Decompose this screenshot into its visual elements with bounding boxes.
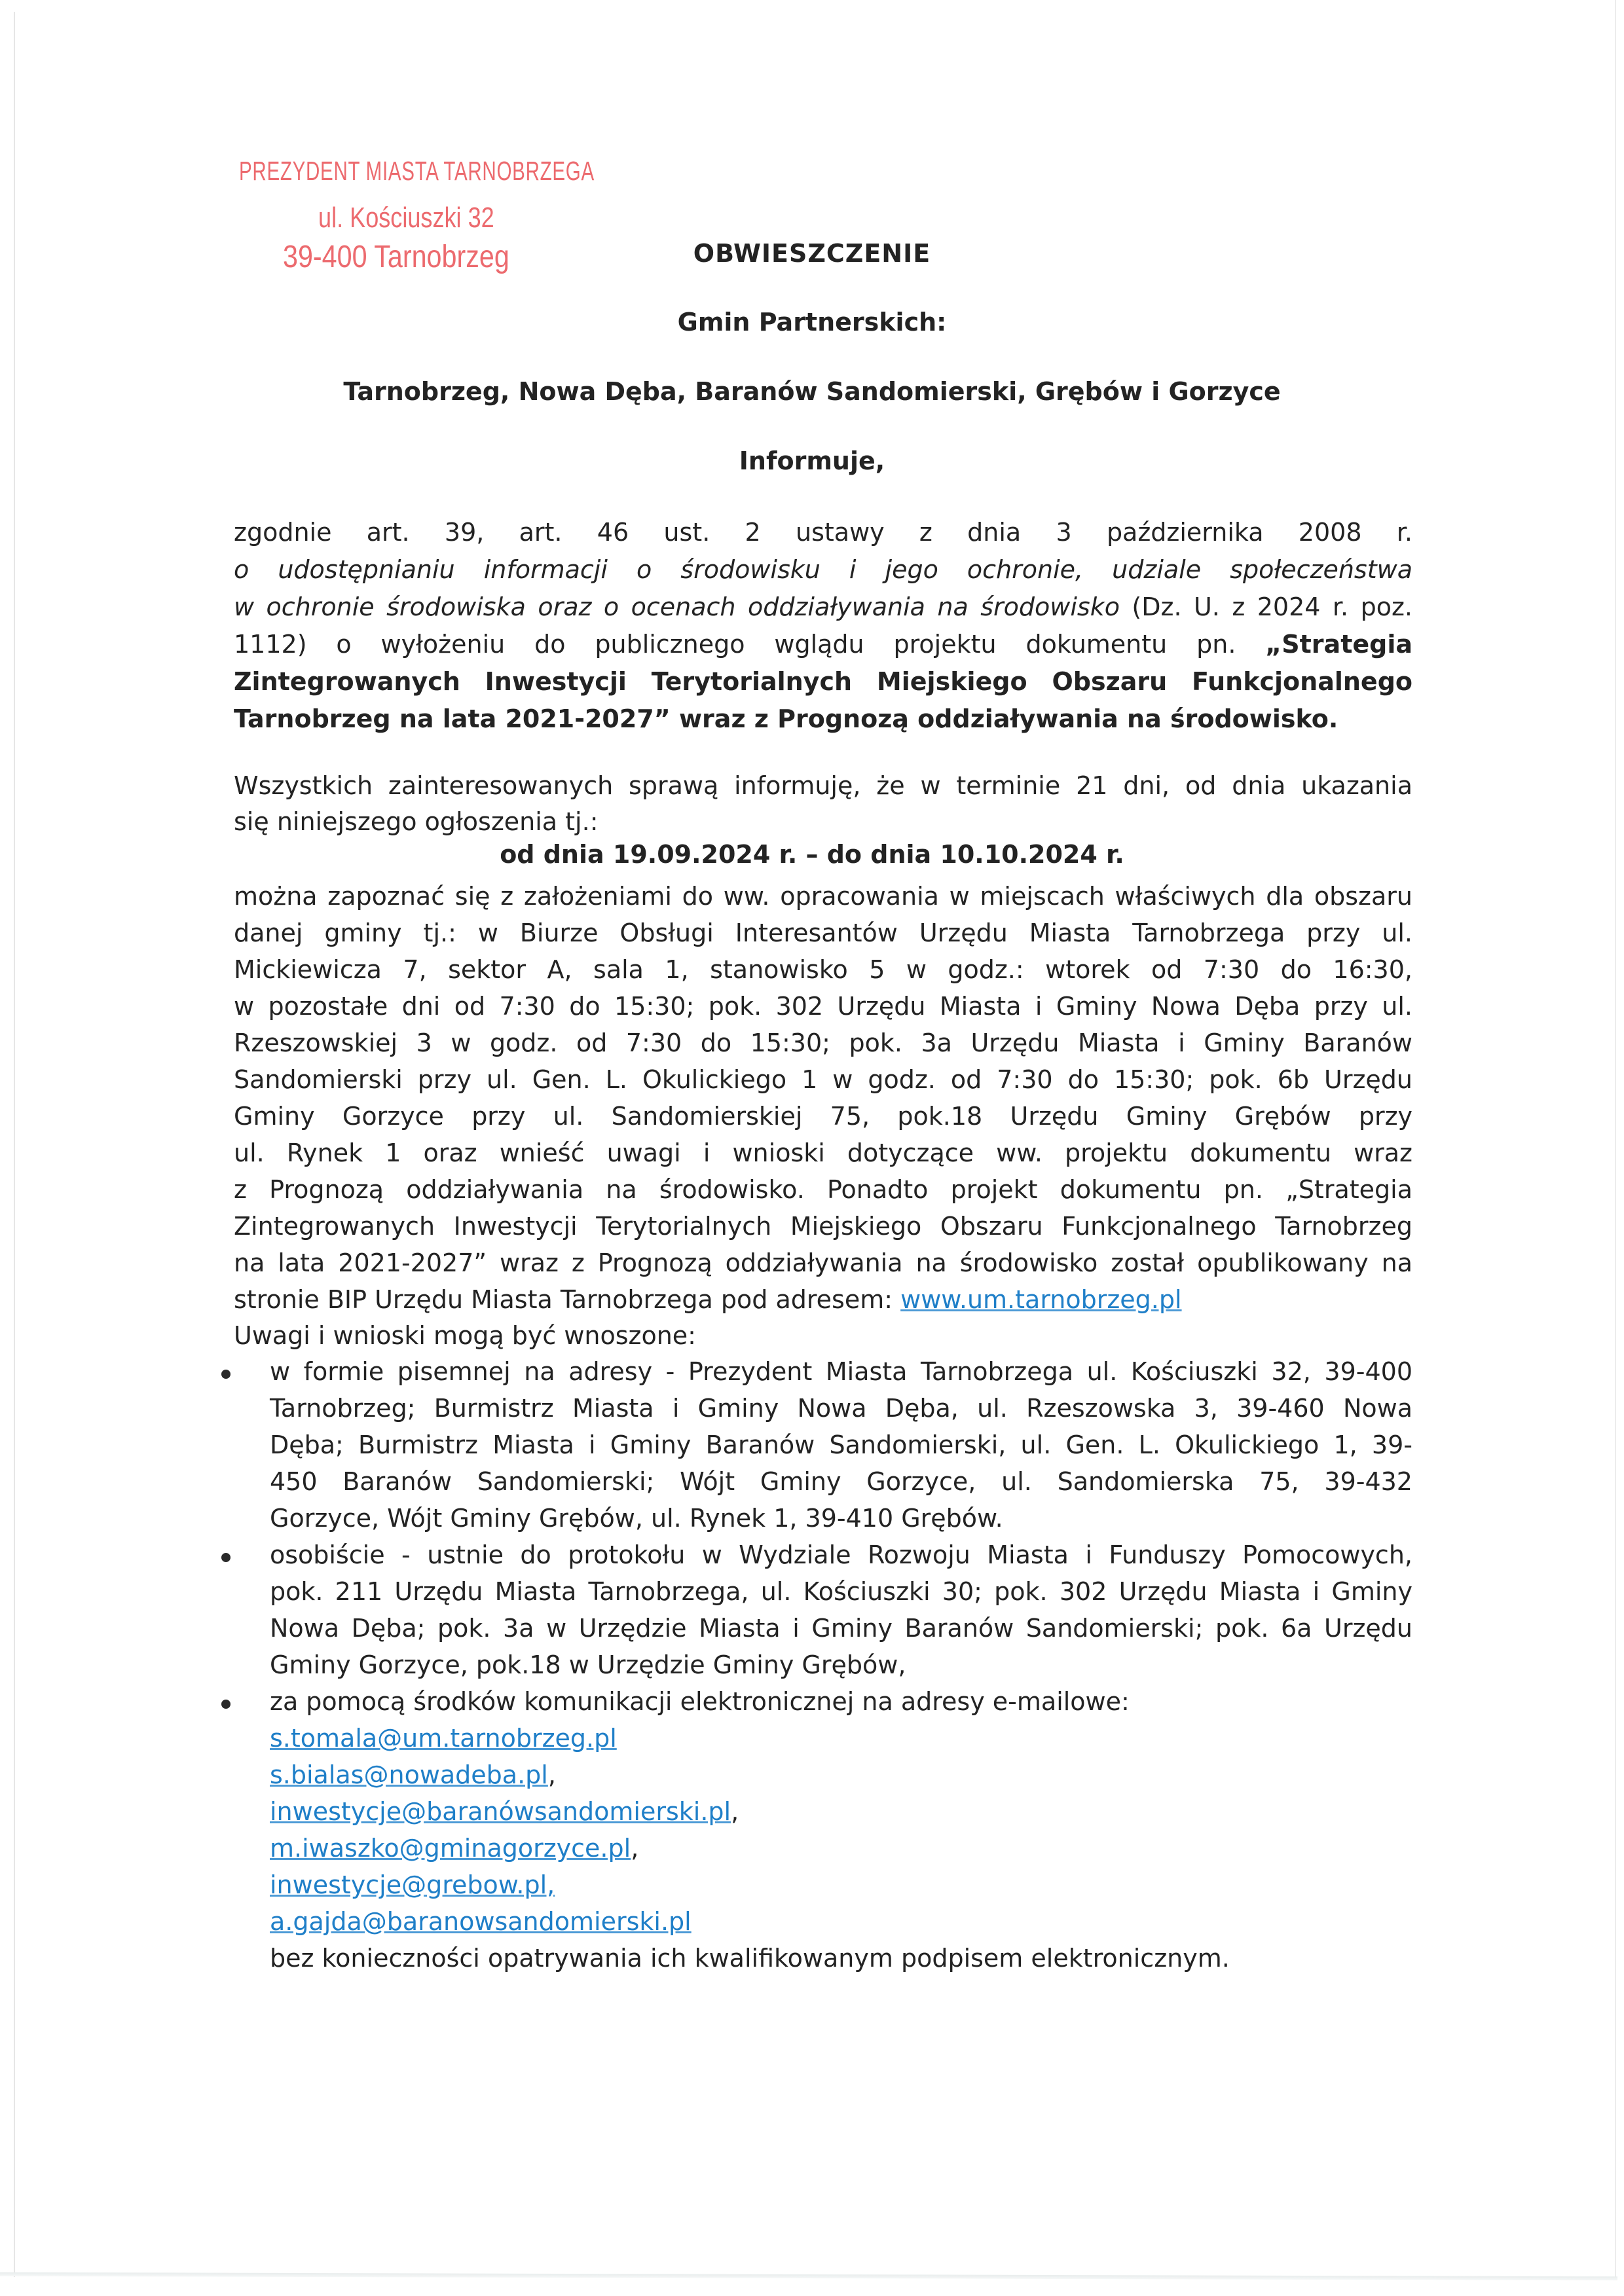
email-separator: , — [731, 1797, 739, 1826]
act-title-text: w ochronie środowiska oraz o ocenach oddziaływania na środowisko — [234, 592, 1120, 621]
publication-line — [234, 1284, 1412, 1315]
legal-basis-line — [234, 703, 1412, 735]
scan-edge-bottom — [0, 2272, 1617, 2280]
locations-line: na lata 2021-2027” wraz z Prognozą oddziaływania na środowisko został opublikowany na — [234, 1248, 1412, 1277]
bullet-written-line: w formie pisemnej na adresy - Prezydent Miasta Tarnobrzega ul. Kościuszki 32, 39-400 — [270, 1357, 1412, 1386]
bullet-icon — [221, 1553, 231, 1562]
remarks-intro: Uwagi i wnioski mogą być wnoszone: — [234, 1321, 696, 1350]
locations-line: Zintegrowanych Inwestycji Terytorialnych Miejskiego Obszaru Funkcjonalnego Tarnobrzeg — [234, 1212, 1412, 1241]
stamp-title: PREZYDENT MIASTA TARNOBRZEGA — [239, 156, 595, 186]
email-link[interactable]: inwestycje@baranówsandomierski.pl — [270, 1797, 731, 1826]
email-entry — [270, 1722, 617, 1754]
email-link[interactable]: inwestycje@grebow.pl, — [270, 1870, 555, 1899]
email-entry — [270, 1796, 739, 1827]
locations-line: ul. Rynek 1 oraz wnieść uwagi i wnioski dotyczące ww. projektu dokumentu wraz — [234, 1139, 1412, 1167]
stamp-street: ul. Kościuszki 32 — [318, 202, 494, 234]
email-entry — [270, 1906, 692, 1937]
email-separator: , — [547, 1760, 556, 1789]
website-link[interactable]: www.um.tarnobrzeg.pl — [900, 1285, 1182, 1314]
closing-note: bez konieczności opatrywania ich kwalifikowanym podpisem elektronicznym. — [270, 1944, 1230, 1973]
legal-text: (Dz. U. z 2024 r. poz. — [1119, 592, 1412, 621]
legal-basis-line — [234, 666, 1412, 697]
bullet-written-line: Gorzyce, Wójt Gminy Grębów, ul. Rynek 1, 39-410 Grębów. — [270, 1504, 1003, 1533]
locations-line: z Prognozą oddziaływania na środowisko. Ponadto projekt dokumentu pn. „Strategia — [234, 1175, 1412, 1204]
email-link[interactable]: m.iwaszko@gminagorzyce.pl — [270, 1834, 631, 1863]
locations-line: Mickiewicza 7, sektor A, sala 1, stanowisko 5 w godz.: wtorek od 7:30 do 16:30, — [234, 955, 1412, 984]
legal-basis-line — [234, 629, 1412, 660]
legal-text: 1112) o wyłożeniu do publicznego wglądu projektu dokumentu pn. — [234, 630, 1266, 659]
bullet-in-person-line: Gminy Gorzyce, pok.18 w Urzędzie Gminy Grębów, — [270, 1650, 906, 1679]
scan-edge-left — [14, 12, 15, 2277]
email-entry — [270, 1759, 556, 1791]
document-subtitle: Gmin Partnerskich: — [677, 308, 947, 337]
notice-line: Wszystkich zainteresowanych sprawą informuję, że w terminie 21 dni, od dnia ukazania — [234, 771, 1412, 800]
stamp-postal-city: 39-400 Tarnobrzeg — [283, 240, 509, 274]
bullet-written-line: Tarnobrzeg; Burmistrz Miasta i Gminy Nowa Dęba, ul. Rzeszowska 3, 39-460 Nowa — [270, 1394, 1412, 1423]
email-separator: , — [631, 1834, 639, 1863]
locations-line: można zapoznać się z założeniami do ww. opracowania w miejscach właściwych dla obszaru — [234, 882, 1412, 911]
bullet-in-person-line: Nowa Dęba; pok. 3a w Urzędzie Miasta i Gminy Baranów Sandomierski; pok. 6a Urzędu — [270, 1614, 1412, 1643]
document-name-text: Tarnobrzeg na lata 2021-2027” wraz z Prognozą oddziaływania na środowisko. — [234, 704, 1338, 733]
bullet-in-person-line: osobiście - ustnie do protokołu w Wydziale Rozwoju Miasta i Funduszy Pomocowych, — [270, 1540, 1412, 1569]
publication-text: stronie BIP Urzędu Miasta Tarnobrzega pod adresem: — [234, 1285, 901, 1314]
email-link[interactable]: a.gajda@baranowsandomierski.pl — [270, 1907, 692, 1936]
locations-line: danej gminy tj.: w Biurze Obsługi Interesantów Urzędu Miasta Tarnobrzega przy ul. — [234, 919, 1412, 947]
document-name-text: Zintegrowanych Inwestycji Terytorialnych Miejskiego Obszaru Funkcjonalnego — [234, 667, 1412, 696]
act-title-text: o udostępnianiu informacji o środowisku i jego ochronie, udziale społeczeństwa — [234, 555, 1412, 584]
locations-line: Gminy Gorzyce przy ul. Sandomierskiej 75, pok.18 Urzędu Gminy Grębów przy — [234, 1102, 1412, 1131]
document-name-text: „Strategia — [1265, 630, 1412, 659]
bullet-written-line: 450 Baranów Sandomierski; Wójt Gminy Gorzyce, ul. Sandomierska 75, 39-432 — [270, 1467, 1412, 1496]
bullet-written-line: Dęba; Burmistrz Miasta i Gminy Baranów Sandomierski, ul. Gen. L. Okulickiego 1, 39- — [270, 1430, 1412, 1459]
bullet-in-person-line: pok. 211 Urzędu Miasta Tarnobrzega, ul. Kościuszki 30; pok. 302 Urzędu Miasta i Gminy — [270, 1577, 1412, 1606]
email-link[interactable]: s.tomala@um.tarnobrzeg.pl — [270, 1724, 617, 1753]
locations-line: Sandomierski przy ul. Gen. L. Okulickiego 1 w godz. od 7:30 do 15:30; pok. 6b Urzędu — [234, 1065, 1412, 1094]
consultation-date-range: od dnia 19.09.2024 r. – do dnia 10.10.2024 r. — [500, 840, 1124, 869]
bullet-electronic-line: za pomocą środków komunikacji elektronicznej na adresy e-mailowe: — [270, 1687, 1130, 1716]
bullet-icon — [221, 1700, 231, 1709]
partner-municipalities: Tarnobrzeg, Nowa Dęba, Baranów Sandomierski, Grębów i Gorzyce — [343, 377, 1281, 406]
scan-edge-right — [1615, 0, 1616, 2278]
legal-basis-line — [234, 591, 1412, 623]
email-entry — [270, 1832, 638, 1864]
email-link[interactable]: s.bialas@nowadeba.pl — [270, 1760, 548, 1789]
locations-line: Rzeszowskiej 3 w godz. od 7:30 do 15:30; pok. 3a Urzędu Miasta i Gminy Baranów — [234, 1029, 1412, 1057]
legal-basis-line — [234, 517, 1412, 548]
bullet-icon — [221, 1370, 231, 1379]
informs-heading: Informuje, — [739, 446, 885, 475]
document-title: OBWIESZCZENIE — [693, 239, 931, 268]
email-entry — [270, 1869, 555, 1901]
locations-line: w pozostałe dni od 7:30 do 15:30; pok. 302 Urzędu Miasta i Gminy Nowa Dęba przy ul. — [234, 992, 1412, 1021]
legal-text: zgodnie art. 39, art. 46 ust. 2 ustawy z dnia 3 października 2008 r. — [234, 518, 1412, 547]
legal-basis-line — [234, 554, 1412, 585]
notice-line: się niniejszego ogłoszenia tj.: — [234, 807, 599, 836]
